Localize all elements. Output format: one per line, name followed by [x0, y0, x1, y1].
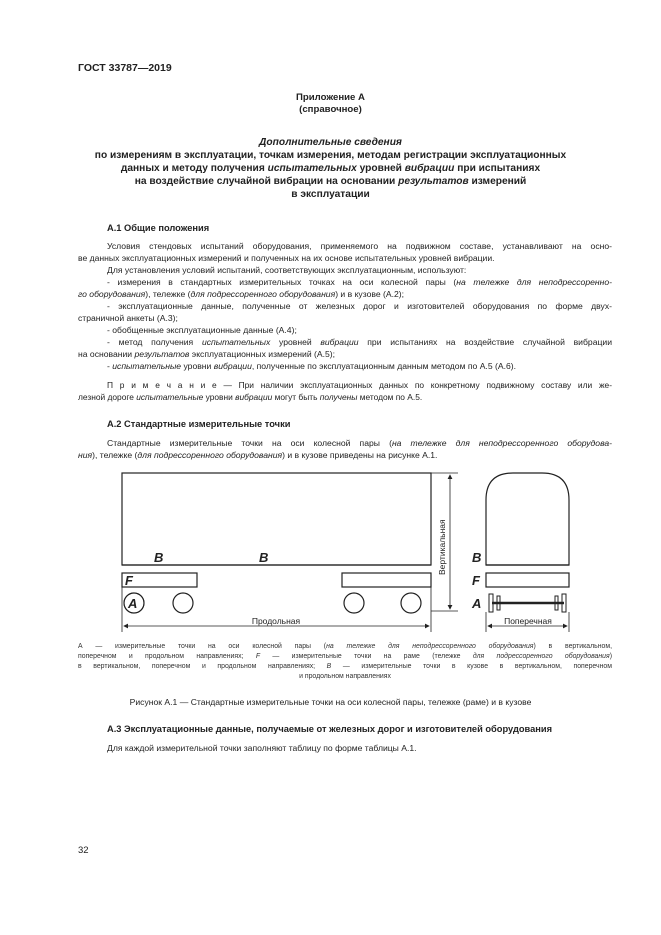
bogie-left: [122, 573, 197, 587]
section-a2-heading: А.2 Стандартные измерительные точки: [107, 419, 291, 429]
title-line-2: по измерениям в эксплуатации, точкам измерения, методам регистрации эксплуатационных: [94, 150, 567, 161]
longitudinal-label: Продольная: [251, 616, 301, 626]
standard-number: ГОСТ 33787—2019: [78, 62, 172, 74]
a1-list-item-5: - испытательные уровни вибрации, полученные по эксплуатационным данным методом по А.5 (А.6).: [107, 361, 516, 371]
transverse-label: Поперечная: [504, 616, 552, 626]
a1-paragraph-1-line-2: ве данных эксплуатационных измерений и полученных на их основе испытательных уровней вибрации.: [78, 253, 495, 263]
wheel-3: [344, 593, 364, 613]
a1-list-item-2-line-1: - эксплуатационные данные, полученные от железных дорог и изготовителей оборудования по форме двух-: [107, 301, 612, 311]
section-a1-heading: А.1 Общие положения: [107, 223, 210, 233]
title-line-5: в эксплуатации: [291, 189, 370, 200]
title-line-4: на воздействие случайной вибрации на основании результатов измерений: [134, 176, 527, 187]
wheel-2: [173, 593, 193, 613]
a3-paragraph: Для каждой измерительной точки заполняют таблицу по форме таблицы А.1.: [107, 743, 417, 753]
a1-paragraph-2: Для установления условий испытаний, соответствующих эксплуатационным, используют:: [107, 265, 467, 275]
a1-list-item-4-line-2: на основании результатов эксплуатационных измерений (А.5);: [78, 349, 336, 359]
label-a-end: A: [472, 596, 482, 611]
figure-legend-line-4: и продольном направлениях: [299, 673, 391, 680]
bogie-end: [486, 573, 569, 587]
section-a3-heading: А.3 Эксплуатационные данные, получаемые от железных дорог и изготовителей оборудования: [107, 724, 553, 734]
appendix-name: Приложение А: [296, 92, 365, 103]
title-line-3: данных и методу получения испытательных уровней вибрации при испытаниях: [120, 163, 541, 174]
car-body-end: [486, 473, 569, 565]
bogie-right: [342, 573, 431, 587]
a1-note-line-2: лезной дороге испытательные уровни вибрации могут быть получены методом по А.5.: [78, 392, 423, 402]
title-line-1: Дополнительные сведения: [259, 137, 402, 148]
a1-list-item-3: - обобщенные эксплуатационные данные (А.4);: [107, 325, 297, 335]
a1-list-item-1-line-2: го оборудования), тележке (для подрессоренного оборудования) и в кузове (А.2);: [78, 289, 405, 299]
label-f-end: F: [472, 573, 480, 588]
figure-legend-line-3: в вертикальном, поперечном и продольном направлениях; B — измерительные точки в кузове в вертикальном, поперечном: [78, 663, 612, 670]
appendix-kind: (справочное): [299, 104, 362, 115]
a1-list-item-1-line-1: - измерения в стандартных измерительных точках на оси колесной пары (на тележке для неподрессоренно-: [107, 277, 612, 287]
vertical-label: Вертикальная: [437, 519, 447, 575]
page-number: 32: [78, 845, 89, 856]
figure-caption: Рисунок А.1 — Стандартные измерительные точки на оси колесной пары, тележке (раме) и в кузове: [129, 697, 532, 707]
a1-note-line-1: П р и м е ч а н и е — При наличии эксплуатационных данных по конкретному подвижному составу или же-: [107, 380, 612, 390]
a2-paragraph-line-2: ния), тележке (для подрессоренного оборудования) и в кузове приведены на рисунке А.1.: [78, 450, 438, 460]
a2-paragraph-line-1: Стандартные измерительные точки на оси колесной пары (на тележке для неподрессоренного оборудова-: [107, 438, 613, 448]
a1-paragraph-1-line-1: Условия стендовых испытаний оборудования, применяемого на подвижном составе, устанавливают на осно-: [107, 241, 612, 251]
label-b-2: B: [259, 550, 269, 565]
label-a-side: A: [128, 596, 138, 611]
label-b-1: B: [154, 550, 164, 565]
label-f-side: F: [125, 573, 133, 588]
figure-legend-line-2: поперечном и продольном направлениях; F — измерительные точки на раме (тележке для подрессоренного оборудования): [78, 653, 612, 660]
figure-legend-line-1: А — измерительные точки на оси колесной пары (на тележке для неподрессоренного оборудования) в вертикальном,: [78, 643, 612, 650]
a1-list-item-2-line-2: страничной анкеты (А.3);: [78, 313, 178, 323]
wheel-4: [401, 593, 421, 613]
car-body-side: [122, 473, 431, 565]
a1-list-item-4-line-1: - метод получения испытательных уровней вибрации при испытаниях на воздействие случайной вибрации: [107, 337, 612, 347]
label-b-end: B: [472, 550, 482, 565]
